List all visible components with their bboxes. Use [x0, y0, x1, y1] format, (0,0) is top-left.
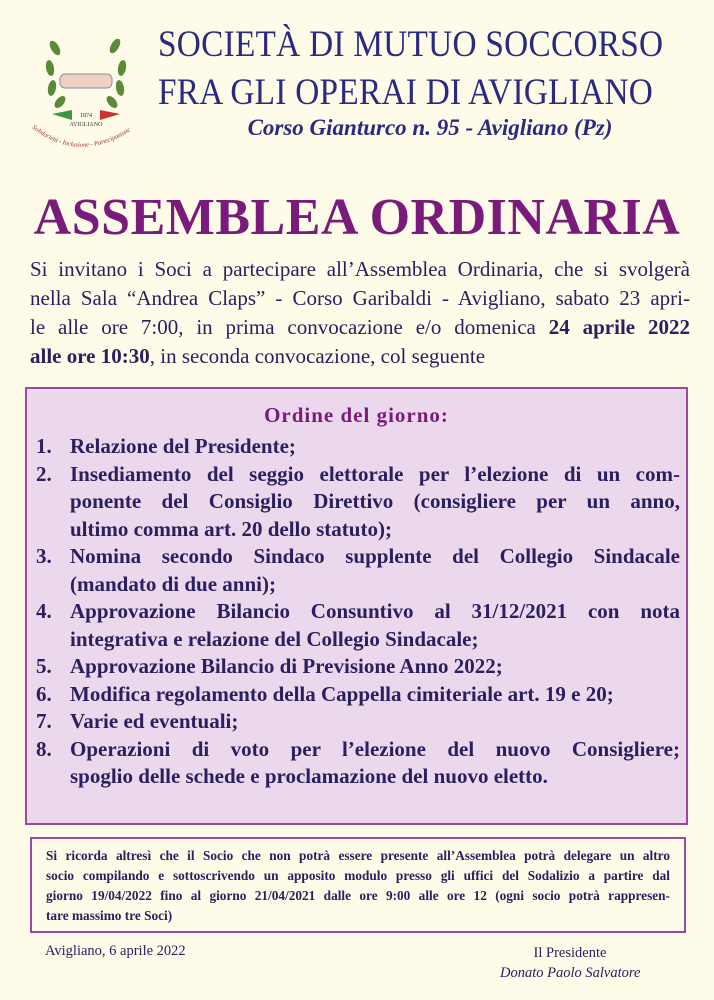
intro-text: , in seconda convocazione, col seguente [149, 344, 486, 368]
agenda-item-number: 6. [36, 681, 52, 706]
intro-line: Si invitano i Soci a partecipare all’Assemblea Ordinaria, che si svolgerà [30, 257, 690, 281]
agenda-item-line: spoglio delle schede e proclamazione del nuovo eletto. [70, 764, 548, 788]
agenda-box [25, 387, 688, 825]
agenda-item-line: Nomina secondo Sindaco supplente del Collegio Sindacale [70, 544, 680, 568]
agenda-item-number: 2. [36, 461, 52, 486]
page-title: ASSEMBLEA ORDINARIA [33, 189, 681, 246]
agenda-item-text [70, 653, 680, 681]
second-call-date: 24 aprile 2022 [548, 315, 690, 339]
society-name-line1: SOCIETÀ DI MUTUO SOCCORSO [158, 24, 664, 65]
agenda-item-line: ultimo comma art. 20 dello statuto); [70, 516, 392, 541]
society-logo [30, 28, 150, 148]
place-date: Avigliano, 6 aprile 2022 [45, 943, 186, 959]
agenda-item-text [70, 543, 680, 598]
society-name-line2: FRA GLI OPERAI DI AVIGLIANO [158, 72, 654, 113]
agenda-item-number: 5. [36, 654, 52, 678]
agenda-list [27, 433, 686, 791]
logo-year: 1874 [80, 113, 92, 119]
signature [500, 943, 640, 983]
agenda-item-line: Relazione del Presidente; [70, 434, 296, 458]
agenda-item-line: Modifica regolamento della Cappella cimiteriale art. 19 e 20; [70, 681, 614, 706]
agenda-item [27, 708, 686, 736]
society-address: Corso Gianturco n. 95 - Avigliano (Pz) [247, 115, 613, 140]
agenda-item-line: integrativa e relazione del Collegio Sindacale; [70, 626, 479, 651]
intro-line [30, 313, 690, 342]
agenda-item-line: (mandato di due anni); [70, 571, 276, 596]
agenda-item-text [70, 681, 680, 709]
note-line: Si ricorda altresì che il Socio che non potrà essere presente all’Assemblea potrà delegare un altro [46, 848, 670, 863]
note-line: socio compilando e sottoscrivendo un apposito modulo presso gli uffici del Sodalizio a partire dal [46, 868, 670, 883]
agenda-item-line: Approvazione Bilancio Consuntivo al 31/12/2021 con nota [70, 599, 680, 623]
agenda-item [27, 681, 686, 709]
agenda-item [27, 543, 686, 598]
note-line: tare massimo tre Soci) [46, 908, 173, 923]
agenda-item-line: Operazioni di voto per l’elezione del nuovo Consigliere; [70, 736, 680, 761]
agenda-item [27, 598, 686, 653]
logo-town: AVIGLIANO [69, 122, 103, 128]
agenda-item [27, 433, 686, 461]
agenda-item-number: 1. [36, 434, 52, 458]
agenda-item-text [70, 736, 680, 791]
agenda-item-line: Insediamento del seggio elettorale per l’elezione di un com- [70, 461, 680, 486]
agenda-item-number: 4. [36, 599, 52, 623]
president-role: Il Presidente [533, 945, 607, 961]
intro-paragraph [30, 255, 690, 371]
note-line: giorno 19/04/2022 fino al giorno 21/04/2021 dalle ore 9:00 alle ore 12 (ogni socio potrà rappresen- [46, 888, 670, 903]
agenda-item-line: Varie ed eventuali; [70, 709, 239, 733]
second-call-time: alle ore 10:30 [30, 344, 150, 368]
agenda-item-text [70, 708, 680, 736]
agenda-item-text [70, 461, 680, 544]
agenda-item-line: Approvazione Bilancio di Previsione Anno 2022; [70, 654, 503, 678]
logo-motto: Solidarietà - Inclusione - Partecipazione [30, 124, 132, 148]
intro-line [30, 342, 690, 371]
agenda-item [27, 736, 686, 791]
agenda-item-text [70, 433, 680, 461]
agenda-item-number: 3. [36, 544, 52, 568]
proxy-note [30, 837, 686, 933]
agenda-item-number: 7. [36, 709, 52, 733]
agenda-item-text [70, 598, 680, 653]
intro-line: nella Sala “Andrea Claps” - Corso Garibaldi - Avigliano, sabato 23 apri- [30, 286, 690, 310]
agenda-heading: Ordine del giorno: [264, 403, 449, 427]
agenda-item [27, 461, 686, 544]
agenda-item-line: ponente del Consiglio Direttivo (consigliere per un anno, [70, 489, 680, 513]
president-name: Donato Paolo Salvatore [500, 965, 641, 981]
agenda-item-number: 8. [36, 736, 52, 761]
agenda-item [27, 653, 686, 681]
intro-text: le alle ore 7:00, in prima convocazione e/o domenica [30, 315, 549, 339]
